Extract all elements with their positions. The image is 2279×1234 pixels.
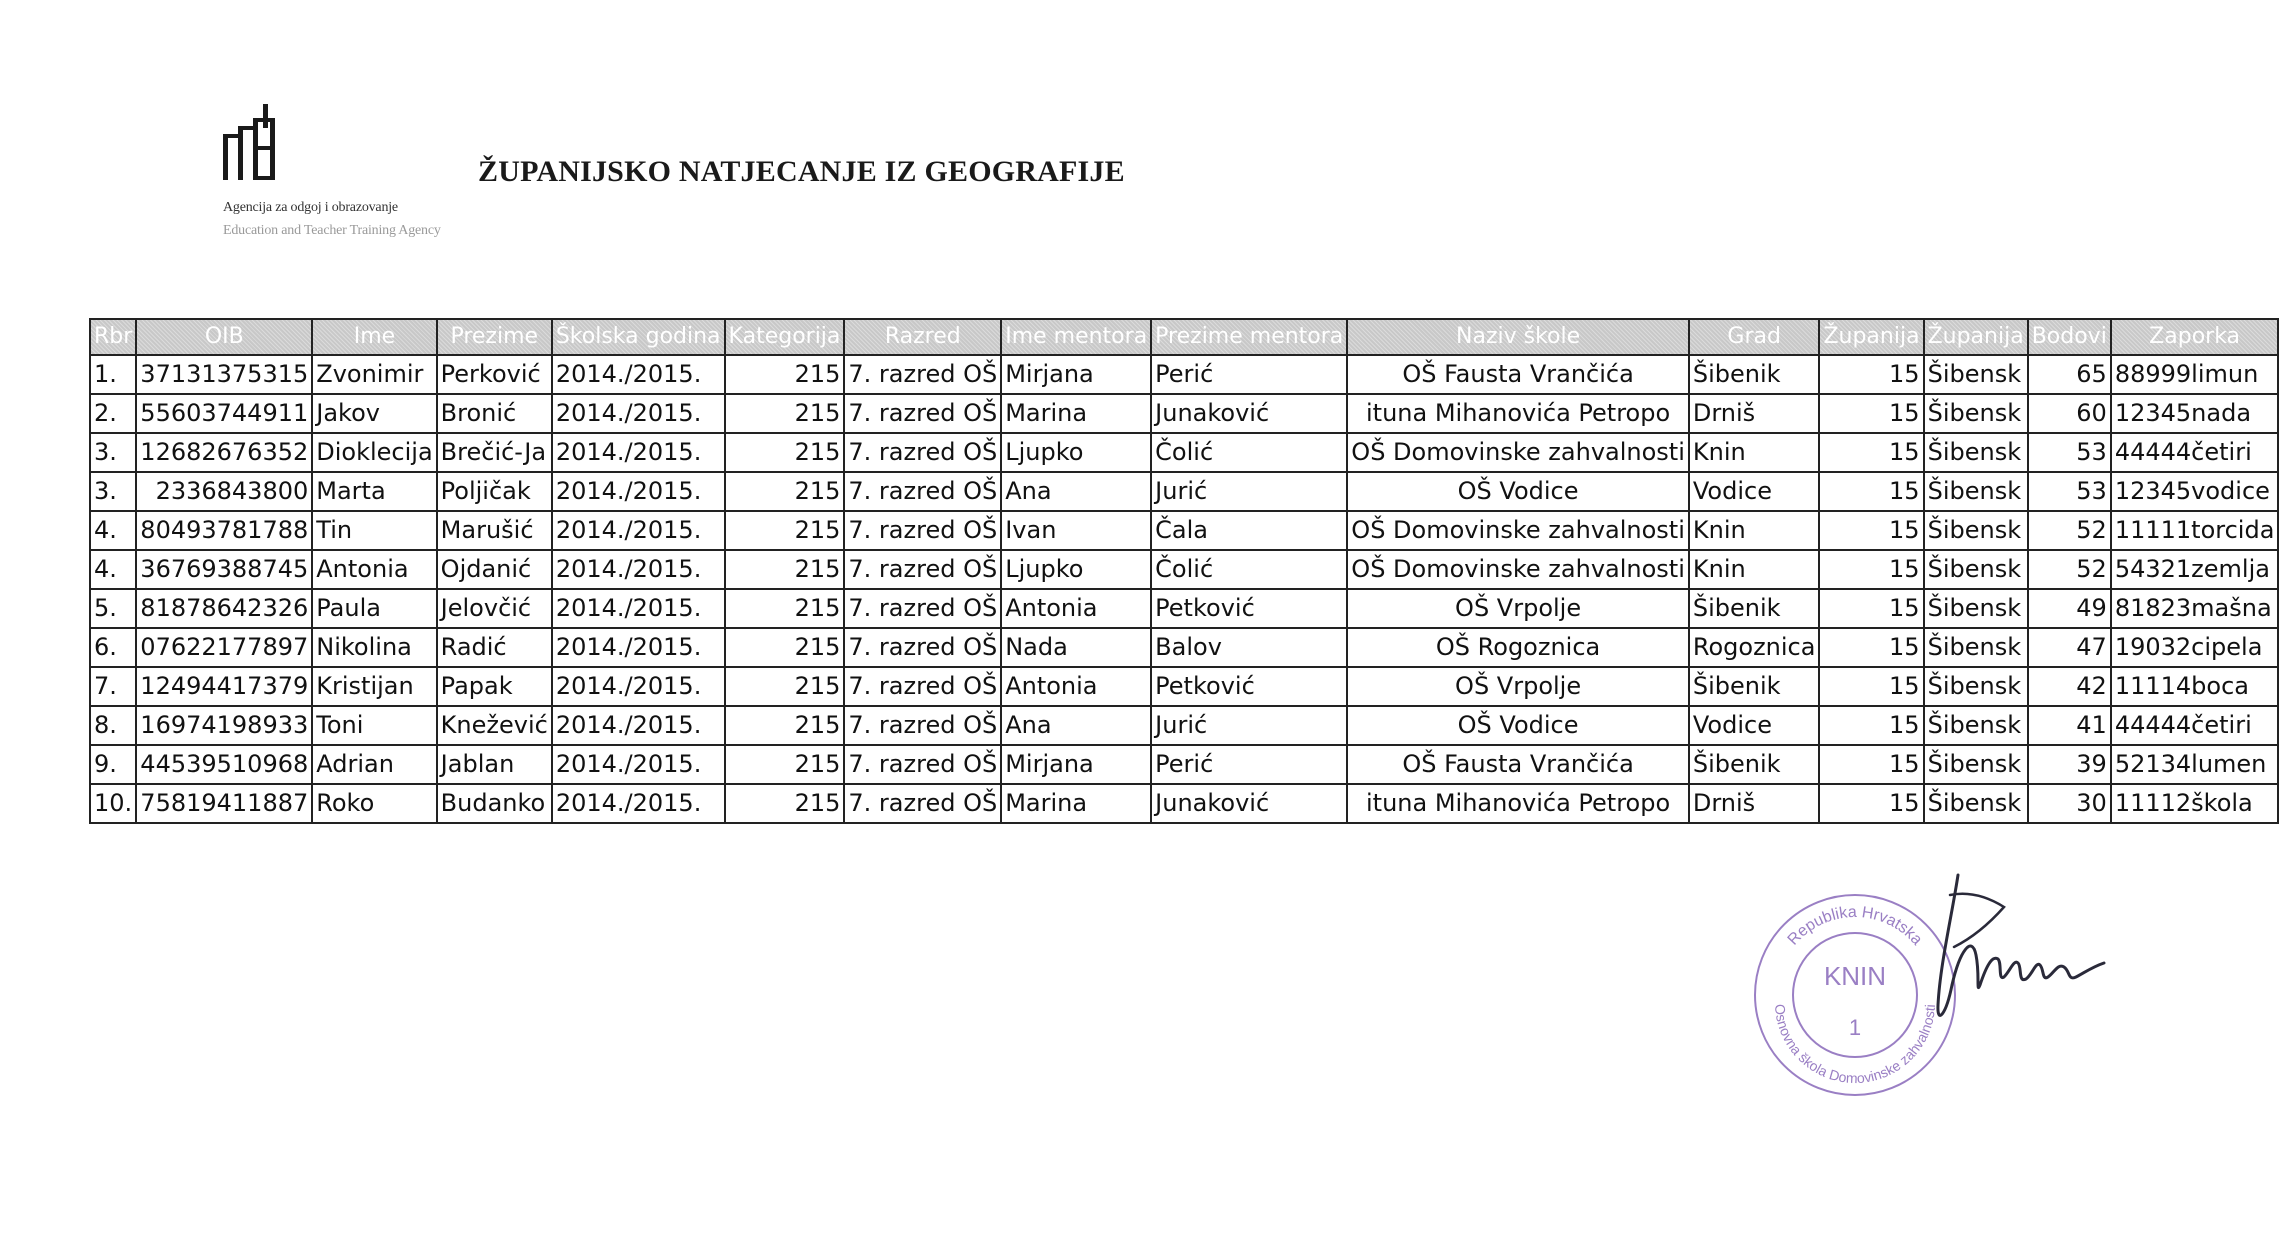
table-row bbox=[90, 589, 2278, 628]
first-name-cell: Dioklecija bbox=[312, 433, 436, 472]
table-row bbox=[90, 667, 2278, 706]
category-cell: 215 bbox=[725, 394, 845, 433]
county-cell: Šibensk bbox=[1924, 784, 2028, 823]
mentor-first-name-cell: Antonia bbox=[1001, 667, 1151, 706]
mentor-first-name-cell: Ljupko bbox=[1001, 433, 1151, 472]
oib-cell: 81878642326 bbox=[136, 589, 312, 628]
rbr-cell: 5. bbox=[90, 589, 136, 628]
rbr-cell: 4. bbox=[90, 511, 136, 550]
mentor-first-name-cell: Mirjana bbox=[1001, 355, 1151, 394]
first-name-cell: Marta bbox=[312, 472, 436, 511]
first-name-cell: Tin bbox=[312, 511, 436, 550]
signature-stroke-2 bbox=[1950, 894, 2004, 947]
city-cell: Knin bbox=[1689, 433, 1820, 472]
county-cell: Šibensk bbox=[1924, 394, 2028, 433]
city-cell: Šibenik bbox=[1689, 745, 1820, 784]
mentor-first-name-cell: Ljupko bbox=[1001, 550, 1151, 589]
password-cell: 54321zemlja bbox=[2111, 550, 2279, 589]
first-name-cell: Zvonimir bbox=[312, 355, 436, 394]
oib-cell: 12494417379 bbox=[136, 667, 312, 706]
mentor-last-name-cell: Čala bbox=[1151, 511, 1347, 550]
category-cell: 215 bbox=[725, 355, 845, 394]
county-code-cell: 15 bbox=[1819, 472, 1923, 511]
city-cell: Knin bbox=[1689, 511, 1820, 550]
school-name-cell: OŠ Vodice bbox=[1347, 706, 1689, 745]
table-row bbox=[90, 784, 2278, 823]
oib-cell: 44539510968 bbox=[136, 745, 312, 784]
city-cell: Rogoznica bbox=[1689, 628, 1820, 667]
mentor-last-name-cell: Junaković bbox=[1151, 784, 1347, 823]
grade-cell: 7. razred OŠ bbox=[844, 745, 1001, 784]
county-cell: Šibensk bbox=[1924, 355, 2028, 394]
category-cell: 215 bbox=[725, 511, 845, 550]
column-header: Ime mentora bbox=[1001, 319, 1151, 355]
column-header: Županija bbox=[1924, 319, 2028, 355]
city-cell: Vodice bbox=[1689, 472, 1820, 511]
points-cell: 53 bbox=[2028, 433, 2111, 472]
last-name-cell: Jablan bbox=[437, 745, 552, 784]
first-name-cell: Roko bbox=[312, 784, 436, 823]
category-cell: 215 bbox=[725, 784, 845, 823]
city-cell: Drniš bbox=[1689, 784, 1820, 823]
grade-cell: 7. razred OŠ bbox=[844, 472, 1001, 511]
grade-cell: 7. razred OŠ bbox=[844, 355, 1001, 394]
county-code-cell: 15 bbox=[1819, 433, 1923, 472]
school-year-cell: 2014./2015. bbox=[552, 355, 725, 394]
table-row bbox=[90, 433, 2278, 472]
school-name-cell: ituna Mihanovića Petropo bbox=[1347, 394, 1689, 433]
grade-cell: 7. razred OŠ bbox=[844, 628, 1001, 667]
oib-cell: 12682676352 bbox=[136, 433, 312, 472]
school-year-cell: 2014./2015. bbox=[552, 433, 725, 472]
county-code-cell: 15 bbox=[1819, 706, 1923, 745]
city-cell: Vodice bbox=[1689, 706, 1820, 745]
last-name-cell: Knežević bbox=[437, 706, 552, 745]
points-cell: 39 bbox=[2028, 745, 2111, 784]
school-name-cell: OŠ Vrpolje bbox=[1347, 589, 1689, 628]
category-cell: 215 bbox=[725, 628, 845, 667]
mentor-last-name-cell: Jurić bbox=[1151, 472, 1347, 511]
county-code-cell: 15 bbox=[1819, 355, 1923, 394]
oib-cell: 36769388745 bbox=[136, 550, 312, 589]
mentor-first-name-cell: Ivan bbox=[1001, 511, 1151, 550]
table-row bbox=[90, 550, 2278, 589]
county-cell: Šibensk bbox=[1924, 745, 2028, 784]
password-cell: 12345vodice bbox=[2111, 472, 2279, 511]
column-header: Školska godina bbox=[552, 319, 725, 355]
mentor-first-name-cell: Mirjana bbox=[1001, 745, 1151, 784]
password-cell: 11111torcida bbox=[2111, 511, 2279, 550]
grade-cell: 7. razred OŠ bbox=[844, 784, 1001, 823]
points-cell: 42 bbox=[2028, 667, 2111, 706]
county-code-cell: 15 bbox=[1819, 667, 1923, 706]
mentor-last-name-cell: Čolić bbox=[1151, 550, 1347, 589]
table-row bbox=[90, 706, 2278, 745]
column-header: Županija bbox=[1819, 319, 1923, 355]
agency-name: Agencija za odgoj i obrazovanje bbox=[223, 200, 398, 215]
mentor-last-name-cell: Perić bbox=[1151, 355, 1347, 394]
password-cell: 44444četiri bbox=[2111, 433, 2279, 472]
county-code-cell: 15 bbox=[1819, 589, 1923, 628]
category-cell: 215 bbox=[725, 550, 845, 589]
school-name-cell: OŠ Vrpolje bbox=[1347, 667, 1689, 706]
rbr-cell: 3. bbox=[90, 433, 136, 472]
last-name-cell: Jelovčić bbox=[437, 589, 552, 628]
oib-cell: 37131375315 bbox=[136, 355, 312, 394]
oib-cell: 16974198933 bbox=[136, 706, 312, 745]
first-name-cell: Antonia bbox=[312, 550, 436, 589]
grade-cell: 7. razred OŠ bbox=[844, 550, 1001, 589]
rbr-cell: 1. bbox=[90, 355, 136, 394]
table-row bbox=[90, 511, 2278, 550]
category-cell: 215 bbox=[725, 667, 845, 706]
table-row bbox=[90, 472, 2278, 511]
school-year-cell: 2014./2015. bbox=[552, 628, 725, 667]
points-cell: 60 bbox=[2028, 394, 2111, 433]
school-year-cell: 2014./2015. bbox=[552, 550, 725, 589]
city-cell: Šibenik bbox=[1689, 355, 1820, 394]
school-name-cell: OŠ Rogoznica bbox=[1347, 628, 1689, 667]
table-header-row bbox=[90, 319, 2278, 355]
grade-cell: 7. razred OŠ bbox=[844, 667, 1001, 706]
column-header: Kategorija bbox=[725, 319, 845, 355]
mentor-first-name-cell: Marina bbox=[1001, 394, 1151, 433]
county-code-cell: 15 bbox=[1819, 550, 1923, 589]
password-cell: 52134lumen bbox=[2111, 745, 2279, 784]
rbr-cell: 7. bbox=[90, 667, 136, 706]
mentor-last-name-cell: Junaković bbox=[1151, 394, 1347, 433]
school-year-cell: 2014./2015. bbox=[552, 745, 725, 784]
county-code-cell: 15 bbox=[1819, 511, 1923, 550]
grade-cell: 7. razred OŠ bbox=[844, 511, 1001, 550]
school-year-cell: 2014./2015. bbox=[552, 589, 725, 628]
grade-cell: 7. razred OŠ bbox=[844, 706, 1001, 745]
agency-name-english: Education and Teacher Training Agency bbox=[223, 223, 441, 238]
points-cell: 30 bbox=[2028, 784, 2111, 823]
county-cell: Šibensk bbox=[1924, 667, 2028, 706]
first-name-cell: Adrian bbox=[312, 745, 436, 784]
password-cell: 11112škola bbox=[2111, 784, 2279, 823]
mentor-first-name-cell: Marina bbox=[1001, 784, 1151, 823]
grade-cell: 7. razred OŠ bbox=[844, 589, 1001, 628]
first-name-cell: Kristijan bbox=[312, 667, 436, 706]
first-name-cell: Toni bbox=[312, 706, 436, 745]
school-name-cell: OŠ Fausta Vrančića bbox=[1347, 355, 1689, 394]
last-name-cell: Ojdanić bbox=[437, 550, 552, 589]
column-header: Prezime bbox=[437, 319, 552, 355]
city-cell: Knin bbox=[1689, 550, 1820, 589]
school-name-cell: OŠ Domovinske zahvalnosti bbox=[1347, 511, 1689, 550]
school-name-cell: OŠ Vodice bbox=[1347, 472, 1689, 511]
school-year-cell: 2014./2015. bbox=[552, 667, 725, 706]
password-cell: 19032cipela bbox=[2111, 628, 2279, 667]
column-header: OIB bbox=[136, 319, 312, 355]
county-cell: Šibensk bbox=[1924, 589, 2028, 628]
last-name-cell: Perković bbox=[437, 355, 552, 394]
password-cell: 81823mašna bbox=[2111, 589, 2279, 628]
mentor-first-name-cell: Nada bbox=[1001, 628, 1151, 667]
table-row bbox=[90, 628, 2278, 667]
oib-cell: 75819411887 bbox=[136, 784, 312, 823]
rbr-cell: 9. bbox=[90, 745, 136, 784]
password-cell: 11114boca bbox=[2111, 667, 2279, 706]
points-cell: 53 bbox=[2028, 472, 2111, 511]
first-name-cell: Nikolina bbox=[312, 628, 436, 667]
results-table bbox=[89, 318, 2279, 824]
last-name-cell: Bronić bbox=[437, 394, 552, 433]
mentor-last-name-cell: Perić bbox=[1151, 745, 1347, 784]
school-name-cell: OŠ Domovinske zahvalnosti bbox=[1347, 433, 1689, 472]
category-cell: 215 bbox=[725, 706, 845, 745]
city-cell: Drniš bbox=[1689, 394, 1820, 433]
column-header: Ime bbox=[312, 319, 436, 355]
category-cell: 215 bbox=[725, 745, 845, 784]
table-row bbox=[90, 355, 2278, 394]
last-name-cell: Marušić bbox=[437, 511, 552, 550]
school-year-cell: 2014./2015. bbox=[552, 784, 725, 823]
city-cell: Šibenik bbox=[1689, 589, 1820, 628]
points-cell: 41 bbox=[2028, 706, 2111, 745]
county-cell: Šibensk bbox=[1924, 706, 2028, 745]
category-cell: 215 bbox=[725, 589, 845, 628]
column-header: Prezime mentora bbox=[1151, 319, 1347, 355]
county-code-cell: 15 bbox=[1819, 394, 1923, 433]
county-code-cell: 15 bbox=[1819, 745, 1923, 784]
password-cell: 12345nada bbox=[2111, 394, 2279, 433]
county-cell: Šibensk bbox=[1924, 433, 2028, 472]
column-header: Zaporka bbox=[2111, 319, 2279, 355]
school-name-cell: OŠ Fausta Vrančića bbox=[1347, 745, 1689, 784]
stamp-city: KNIN bbox=[1823, 961, 1887, 991]
school-year-cell: 2014./2015. bbox=[552, 511, 725, 550]
stamp-ring-bottom-path: Osnovna škola Domovinske zahvalnosti bbox=[1771, 1003, 1938, 1087]
city-cell: Šibenik bbox=[1689, 667, 1820, 706]
points-cell: 47 bbox=[2028, 628, 2111, 667]
column-header: Naziv škole bbox=[1347, 319, 1689, 355]
rbr-cell: 3. bbox=[90, 472, 136, 511]
stamp-number: 1 bbox=[1848, 1015, 1862, 1040]
oib-cell: 07622177897 bbox=[136, 628, 312, 667]
grade-cell: 7. razred OŠ bbox=[844, 433, 1001, 472]
password-cell: 44444četiri bbox=[2111, 706, 2279, 745]
document-title: ŽUPANIJSKO NATJECANJE IZ GEOGRAFIJE bbox=[478, 155, 1125, 188]
points-cell: 65 bbox=[2028, 355, 2111, 394]
mentor-last-name-cell: Petković bbox=[1151, 589, 1347, 628]
signature-stroke bbox=[1938, 875, 2104, 1015]
mentor-last-name-cell: Čolić bbox=[1151, 433, 1347, 472]
mentor-first-name-cell: Ana bbox=[1001, 706, 1151, 745]
column-header: Rbr bbox=[90, 319, 136, 355]
first-name-cell: Paula bbox=[312, 589, 436, 628]
mentor-last-name-cell: Balov bbox=[1151, 628, 1347, 667]
county-cell: Šibensk bbox=[1924, 472, 2028, 511]
mentor-last-name-cell: Petković bbox=[1151, 667, 1347, 706]
column-header: Bodovi bbox=[2028, 319, 2111, 355]
school-year-cell: 2014./2015. bbox=[552, 472, 725, 511]
last-name-cell: Poljičak bbox=[437, 472, 552, 511]
mentor-last-name-cell: Jurić bbox=[1151, 706, 1347, 745]
category-cell: 215 bbox=[725, 472, 845, 511]
table-body bbox=[90, 355, 2278, 823]
county-code-cell: 15 bbox=[1819, 784, 1923, 823]
points-cell: 52 bbox=[2028, 550, 2111, 589]
mentor-first-name-cell: Ana bbox=[1001, 472, 1151, 511]
county-cell: Šibensk bbox=[1924, 511, 2028, 550]
agency-logo bbox=[218, 104, 478, 254]
last-name-cell: Brečić-Ja bbox=[437, 433, 552, 472]
county-cell: Šibensk bbox=[1924, 628, 2028, 667]
signature bbox=[1880, 855, 2120, 1035]
column-header: Razred bbox=[844, 319, 1001, 355]
school-name-cell: ituna Mihanovića Petropo bbox=[1347, 784, 1689, 823]
oib-cell: 80493781788 bbox=[136, 511, 312, 550]
county-code-cell: 15 bbox=[1819, 628, 1923, 667]
rbr-cell: 10. bbox=[90, 784, 136, 823]
password-cell: 88999limun bbox=[2111, 355, 2279, 394]
rbr-cell: 8. bbox=[90, 706, 136, 745]
first-name-cell: Jakov bbox=[312, 394, 436, 433]
oib-cell: 55603744911 bbox=[136, 394, 312, 433]
points-cell: 49 bbox=[2028, 589, 2111, 628]
county-cell: Šibensk bbox=[1924, 550, 2028, 589]
last-name-cell: Papak bbox=[437, 667, 552, 706]
table-row bbox=[90, 394, 2278, 433]
rbr-cell: 4. bbox=[90, 550, 136, 589]
agency-logo-mark bbox=[223, 104, 293, 182]
oib-cell: 2336843800 bbox=[136, 472, 312, 511]
column-header: Grad bbox=[1689, 319, 1820, 355]
grade-cell: 7. razred OŠ bbox=[844, 394, 1001, 433]
rbr-cell: 6. bbox=[90, 628, 136, 667]
stamp-ring-top-path: Republika Hrvatska bbox=[1784, 903, 1926, 949]
rbr-cell: 2. bbox=[90, 394, 136, 433]
category-cell: 215 bbox=[725, 433, 845, 472]
school-year-cell: 2014./2015. bbox=[552, 394, 725, 433]
table-row bbox=[90, 745, 2278, 784]
school-year-cell: 2014./2015. bbox=[552, 706, 725, 745]
last-name-cell: Radić bbox=[437, 628, 552, 667]
school-name-cell: OŠ Domovinske zahvalnosti bbox=[1347, 550, 1689, 589]
mentor-first-name-cell: Antonia bbox=[1001, 589, 1151, 628]
points-cell: 52 bbox=[2028, 511, 2111, 550]
last-name-cell: Budanko bbox=[437, 784, 552, 823]
